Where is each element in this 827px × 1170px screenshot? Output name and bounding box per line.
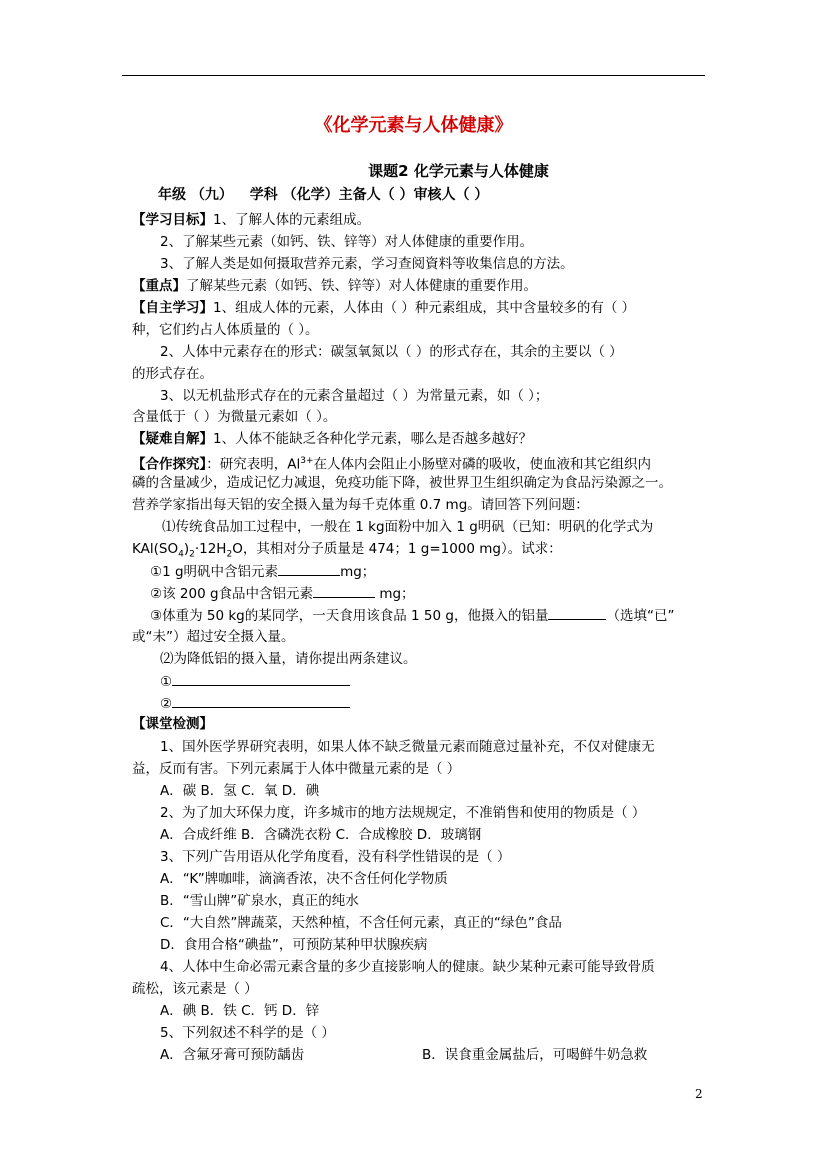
check-q3: 3、下列广告用语从化学角度看，没有科学性错误的是（ ） [160,849,511,865]
header-rule [122,75,705,76]
self-study-line-2: 种，它们约占人体质量的（ ）。 [132,322,319,338]
check-q1a: 1、国外医学界研究表明，如果人体不缺乏微量元素而随意过量补充，不仅对健康无 [160,739,655,755]
inquiry-q1: ①1 g明矾中含铝元素 mg； [150,561,375,582]
doubt-text: 1、人体不能缺乏各种化学元素，哪么是否越多越好？ [213,431,533,447]
inquiry-line-1: 【合作探究】：研究表明，$Al^{3+}$在人体内会阻止小肠壁对磷的吸收，使血液和其它组织内 [132,456,652,473]
suggestion-blank-1[interactable] [172,671,350,686]
check-q5: 5、下列叙述不科学的是（ ） [160,1025,335,1041]
self-study-line-5: 3、以无机盐形式存在的元素含量超过（ ）为常量元素，如（ ）； [160,388,549,404]
check-q3-option-a: A．“K”牌咖啡，滴滴香浓，决不含任何化学物质 [160,871,448,887]
inquiry-q3-cont: 或“未”）超过安全摄入量。 [132,629,295,645]
inquiry-part-2: ⑵为降低铝的摄入量，请你提出两条建议。 [160,651,417,667]
doubt-label: 【疑难自解】 [132,431,213,447]
lesson-title: 课题2 化学元素与人体健康 [368,162,549,180]
inquiry-line-5: $KAl(SO_4)_2\cdot 12H_2O$，其相对分子质量是 474；1 g=1000 mg）。试求： [132,541,562,560]
check-q3-option-c: C．“大自然”牌蔬菜，天然种植，不含任何元素，真正的“绿色”食品 [160,915,562,931]
meta-line [158,184,500,204]
answer-blank-3[interactable] [548,605,606,620]
check-q3-option-b: B．“雪山牌”矿泉水，真正的纯水 [160,893,359,909]
check-q5-option-a: A．含氟牙膏可预防龋齿 [160,1047,305,1063]
self-study-line-1 [132,298,635,318]
check-q2-options: A．合成纤维 B．含磷洗衣粉 C．合成橡胶 D．玻璃钢 [160,827,482,843]
check-q4b: 疏松，该元素是（ ） [132,981,258,997]
self-study-line-6: 含量低于（ ）为微量元素如（ ）。 [132,409,337,425]
check-q1-options: A．碳 B．氢 C．氧 D．碘 [160,783,320,799]
doubt-line [132,429,532,449]
self-study-line-3: 2、人体中元素存在的形式：碳氢氧氮以（ ）的形式存在，其余的主要以（ ） [160,344,623,360]
goals-label: 【学习目标】 [132,212,213,228]
focus-line [132,276,537,296]
grade-label: 年级 （九） [158,187,233,203]
goal-3: 3、了解人类是如何摄取营养元素，学习查阅資料等收集信息的方法。 [160,256,574,272]
inquiry-line-4: ⑴传统食品加工过程中，一般在 1 kg面粉中加入 1 g明矾（已知：明矾的化学式为 [162,519,654,535]
focus-label: 【重点】 [132,278,186,294]
suggestion-1: ① [160,671,350,692]
goal-1: 1、了解人体的元素组成。 [213,212,371,228]
suggestion-2: ② [160,693,350,714]
self-study-q1a: 1、组成人体的元素，人体由（ ）种元素组成，其中含量较多的有（ ） [213,300,636,316]
goal-2: 2、了解某些元素（如钙、铁、锌等）对人体健康的重要作用。 [160,234,534,250]
suggestion-blank-2[interactable] [172,693,350,708]
check-q4-options: A．碘 B．铁 C．钙 D．锌 [160,1003,320,1019]
inquiry-q2: ②该 200 g食品中含铝元素 mg； [150,583,415,604]
check-q1b: 益，反而有害。下列元素属于人体中微量元素的是（ ） [132,761,461,777]
check-q5-options [160,1045,647,1065]
answer-blank-1[interactable] [278,561,340,576]
document-title: 《化学元素与人体健康》 [314,115,513,136]
inquiry-label: 【合作探究】 [132,456,207,473]
focus-text: 了解某些元素（如钙、铁、锌等）对人体健康的重要作用。 [186,278,537,294]
subject-label: 学科 （化学）主备人（ ）审核人（ ） [249,187,489,203]
check-q3-option-d: D．食用合格“碘盐”，可预防某种甲状腺疾病 [160,937,428,953]
page-number: 2 [695,1087,703,1101]
inquiry-line-3: 营养学家指出每天铝的安全摄入量为每千克体重 0.7 mg。请回答下列问题： [132,497,589,513]
self-study-label: 【自主学习】 [132,300,213,316]
check-label: 【课堂检测】 [132,716,213,732]
self-study-line-4: 的形式存在。 [132,366,213,382]
goals-line-1 [132,210,370,230]
check-q4a: 4、人体中生命必需元素含量的多少直接影响人的健康。缺少某种元素可能导致骨质 [160,959,655,975]
inquiry-q3: ③体重为 50 kg的某同学，一天食用该食品 1 50 g，他摄入的铝量 （选填“已” [150,605,674,626]
check-q2: 2、为了加大环保力度，许多城市的地方法规规定，不准销售和使用的物质是（ ） [160,805,646,821]
check-q5-option-b: B．误食重金属盐后，可喝鲜牛奶急救 [422,1047,648,1063]
answer-blank-2[interactable] [313,583,375,598]
inquiry-line-2: 磷的含量减少，造成记忆力减退，免疫功能下降，被世界卫生组织确定为食品污染源之一。 [132,475,672,491]
